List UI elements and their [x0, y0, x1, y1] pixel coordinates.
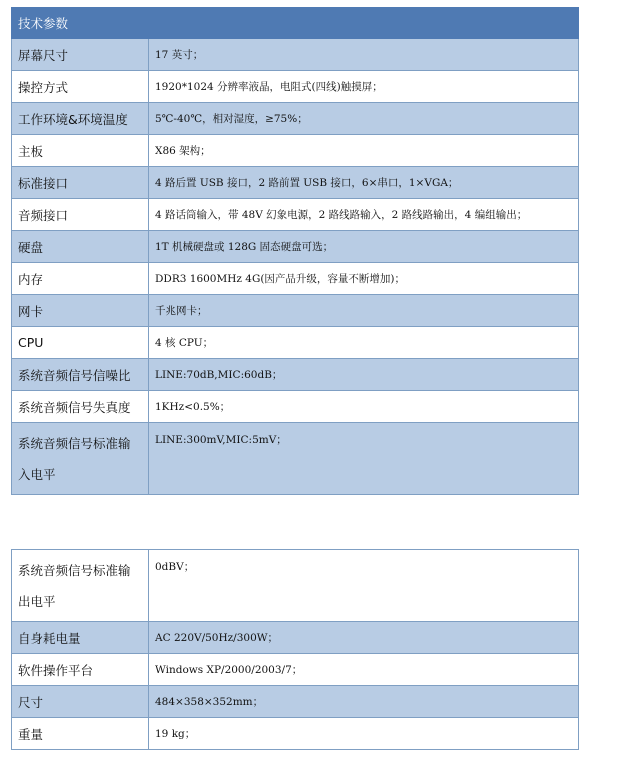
- spec-label: 操控方式: [12, 71, 149, 103]
- spec-label: 硬盘: [12, 231, 149, 263]
- spec-label: 内存: [12, 263, 149, 295]
- table-row: [12, 391, 579, 423]
- spec-value: 0dBV；: [149, 550, 579, 622]
- spec-label: 系统音频信号标准输入电平: [12, 423, 149, 495]
- table-row: [12, 718, 579, 750]
- table-row: [12, 327, 579, 359]
- spec-table-main: [11, 7, 579, 495]
- spec-value: 1KHz<0.5%；: [149, 391, 579, 423]
- spec-label: 屏幕尺寸: [12, 39, 149, 71]
- spec-label: 尺寸: [12, 686, 149, 718]
- spec-value: 19 kg；: [149, 718, 579, 750]
- table-row: [12, 39, 579, 71]
- table-row: [12, 622, 579, 654]
- spec-value: 4 路后置 USB 接口，2 路前置 USB 接口，6×串口，1×VGA；: [149, 167, 579, 199]
- table-row: [12, 359, 579, 391]
- spec-label: 系统音频信号失真度: [12, 391, 149, 423]
- spec-label: 主板: [12, 135, 149, 167]
- table-header: [12, 8, 579, 39]
- spec-value: 1T 机械硬盘或 128G 固态硬盘可选；: [149, 231, 579, 263]
- spec-label: 系统音频信号标准输出电平: [12, 550, 149, 622]
- table-row: [12, 263, 579, 295]
- spec-table-continued: [11, 549, 579, 750]
- spec-value: X86 架构；: [149, 135, 579, 167]
- spec-label: 标准接口: [12, 167, 149, 199]
- table-row: [12, 135, 579, 167]
- spec-label: 自身耗电量: [12, 622, 149, 654]
- spec-label: 软件操作平台: [12, 654, 149, 686]
- spec-label: 系统音频信号信噪比: [12, 359, 149, 391]
- spec-value: 4 路话筒输入，带 48V 幻象电源，2 路线路输入，2 路线路输出，4 编组输出；: [149, 199, 579, 231]
- spec-value: AC 220V/50Hz/300W；: [149, 622, 579, 654]
- table-row: [12, 71, 579, 103]
- spec-value: Windows XP/2000/2003/7；: [149, 654, 579, 686]
- table-row: [12, 103, 579, 135]
- spec-label: 网卡: [12, 295, 149, 327]
- spec-value: 1920*1024 分辨率液晶，电阻式(四线)触摸屏；: [149, 71, 579, 103]
- spec-value: 4 核 CPU；: [149, 327, 579, 359]
- spec-value: 千兆网卡；: [149, 295, 579, 327]
- spec-label: 重量: [12, 718, 149, 750]
- spec-value: DDR3 1600MHz 4G(因产品升级，容量不断增加)；: [149, 263, 579, 295]
- table-row: [12, 654, 579, 686]
- spec-label: CPU: [12, 327, 149, 359]
- spec-value: 484×358×352mm；: [149, 686, 579, 718]
- table-row: [12, 231, 579, 263]
- table-row: [12, 167, 579, 199]
- table-row: [12, 199, 579, 231]
- table-row: [12, 686, 579, 718]
- spec-value: LINE:70dB,MIC:60dB；: [149, 359, 579, 391]
- spec-label: 音频接口: [12, 199, 149, 231]
- spec-label: 工作环境&环境温度: [12, 103, 149, 135]
- spec-value: 17 英寸；: [149, 39, 579, 71]
- table-title: 技术参数: [12, 8, 579, 39]
- spec-value: LINE:300mV,MIC:5mV；: [149, 423, 579, 495]
- table-row: [12, 550, 579, 622]
- spec-value: 5℃-40℃，相对湿度，≥75%；: [149, 103, 579, 135]
- table-row: [12, 423, 579, 495]
- table-row: [12, 295, 579, 327]
